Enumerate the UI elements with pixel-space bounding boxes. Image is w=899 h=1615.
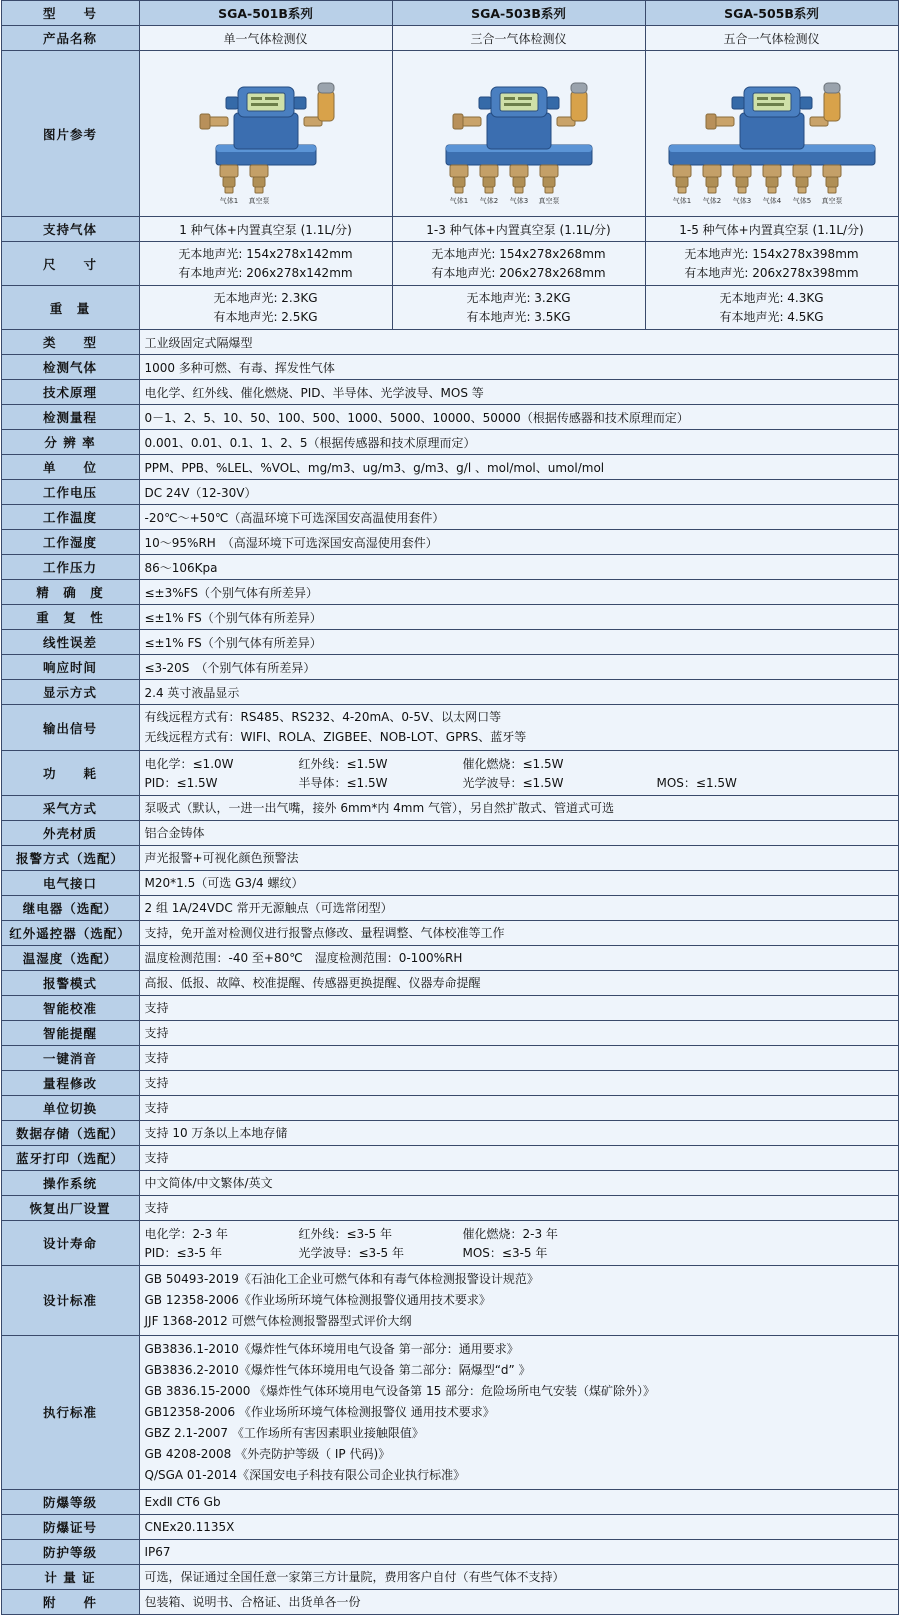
table-row-ex-cert <box>1 1514 898 1539</box>
table-row-size <box>1 242 898 286</box>
design-standard-item: GB 12358-2006《作业场所环境气体检测报警仪通用技术要求》 <box>144 1292 491 1307</box>
table-row-resolution <box>1 430 898 455</box>
row-label-output: 输出信号 <box>1 705 139 750</box>
row-label-power: 功 耗 <box>1 750 139 795</box>
table-row-detect-gas <box>1 355 898 380</box>
model-col-3: SGA-505B系列 <box>645 1 898 26</box>
value-resolution: 0.001、0.01、0.1、1、2、5（根据传感器和技术原理而定） <box>139 430 898 455</box>
row-label-one-key: 一键消音 <box>1 1045 139 1070</box>
exec-standard-item: GB3836.2-2010《爆炸性气体环境用电气设备 第二部分：隔爆型“d” 》 <box>144 1362 531 1377</box>
row-label-size: 尺 寸 <box>1 242 139 286</box>
spec-pair-cell: 红外线：≤3-5 年 <box>298 1226 392 1241</box>
value-smart-cal: 支持 <box>139 995 898 1020</box>
row-label-meter-cert: 计 量 证 <box>1 1564 139 1589</box>
svg-text:真空泵: 真空泵 <box>248 197 269 205</box>
row-label-linear: 线性误差 <box>1 630 139 655</box>
row-label-weight: 重 量 <box>1 286 139 330</box>
value-exec-std <box>139 1335 898 1489</box>
gas-detector-illustration <box>649 57 895 207</box>
support-gas-col-2: 1-3 种气体+内置真空泵 (1.1L/分) <box>392 217 645 242</box>
row-label-ir-remote: 红外遥控器（选配） <box>1 920 139 945</box>
table-row-range <box>1 405 898 430</box>
table-row-smart-remind <box>1 1020 898 1045</box>
table-row-bt-print <box>1 1145 898 1170</box>
table-row-interface <box>1 870 898 895</box>
row-label-support-gas: 支持气体 <box>1 217 139 242</box>
value-category: 工业级固定式隔爆型 <box>139 330 898 355</box>
weight-col-1 <box>139 286 392 330</box>
svg-text:气体2: 气体2 <box>702 197 721 205</box>
gas-detector-illustration <box>426 57 612 207</box>
table-row-relay <box>1 895 898 920</box>
row-label-voltage: 工作电压 <box>1 480 139 505</box>
power-consumption-table <box>145 754 893 792</box>
svg-text:真空泵: 真空泵 <box>538 197 559 205</box>
row-label-ex-cert: 防爆证号 <box>1 1514 139 1539</box>
device-image-col-1 <box>139 51 392 217</box>
value-design-std <box>139 1265 898 1335</box>
size-line-1: 无本地声光: 154x278x398mm <box>684 247 859 261</box>
table-row-range-mod <box>1 1070 898 1095</box>
table-row-temp <box>1 505 898 530</box>
weight-line-2: 有本地声光: 3.5KG <box>466 309 571 324</box>
table-row-product-name <box>1 26 898 51</box>
row-label-image: 图片参考 <box>1 51 139 217</box>
table-row-alarm-mode <box>1 845 898 870</box>
table-row-smart-cal <box>1 995 898 1020</box>
value-os: 中文简体/中文繁体/英文 <box>139 1170 898 1195</box>
row-label-detect-gas: 检测气体 <box>1 355 139 380</box>
table-row-principle <box>1 380 898 405</box>
spec-pair-cell: 催化燃烧：2-3 年 <box>462 1226 558 1241</box>
exec-standard-item: GB 3836.15-2000 《爆炸性气体环境用电气设备第 15 部分：危险场所电气安装（煤矿除外）》 <box>144 1383 656 1398</box>
gas-detector-illustration <box>196 57 336 207</box>
table-row-humidity <box>1 530 898 555</box>
value-interface: M20*1.5（可选 G3/4 螺纹） <box>139 870 898 895</box>
table-row-output <box>1 705 898 750</box>
exec-standard-item: GBZ 2.1-2007 《工作场所有害因素职业接触限值》 <box>144 1425 424 1440</box>
table-row-ip-grade <box>1 1539 898 1564</box>
table-row-ex-grade <box>1 1489 898 1514</box>
row-label-unit-switch: 单位切换 <box>1 1095 139 1120</box>
table-row-alarm-model <box>1 970 898 995</box>
row-label-sampling: 采气方式 <box>1 795 139 820</box>
row-label-accessory: 附 件 <box>1 1589 139 1614</box>
spec-pair-cell-empty <box>657 1243 893 1262</box>
size-col-3 <box>645 242 898 286</box>
value-ir-remote: 支持，免开盖对检测仪进行报警点修改、量程调整、气体校准等工作 <box>139 920 898 945</box>
support-gas-col-1: 1 种气体+内置真空泵 (1.1L/分) <box>139 217 392 242</box>
value-temp-hum: 温度检测范围：-40 至+80℃ 湿度检测范围：0-100%RH <box>139 945 898 970</box>
value-ex-grade: ExdⅡ CT6 Gb <box>139 1489 898 1514</box>
row-label-shell: 外壳材质 <box>1 820 139 845</box>
size-line-2: 有本地声光: 206x278x268mm <box>431 265 606 280</box>
value-principle: 电化学、红外线、催化燃烧、PID、半导体、光学波导、MOS 等 <box>139 380 898 405</box>
table-row-one-key <box>1 1045 898 1070</box>
row-label-pressure: 工作压力 <box>1 555 139 580</box>
table-row-exec-std <box>1 1335 898 1489</box>
spec-pair-cell: 红外线：≤1.5W <box>298 756 388 771</box>
spec-pair-row <box>145 754 893 773</box>
table-row-category <box>1 330 898 355</box>
row-label-smart-remind: 智能提醒 <box>1 1020 139 1045</box>
value-sampling: 泵吸式（默认，一进一出气嘴，接外 6mm*内 4mm 气管），另自然扩散式、管道式可选 <box>139 795 898 820</box>
svg-text:气体2: 气体2 <box>479 197 498 205</box>
output-wireless: 无线远程方式有：WIFI、ROLA、ZIGBEE、NOB-LOT、GPRS、蓝牙等 <box>144 729 527 744</box>
row-label-response: 响应时间 <box>1 655 139 680</box>
spec-pair-row <box>145 773 893 792</box>
table-row-accessory <box>1 1589 898 1614</box>
value-range-mod: 支持 <box>139 1070 898 1095</box>
value-alarm-model: 高报、低报、故障、校准提醒、传感器更换提醒、仪器寿命提醒 <box>139 970 898 995</box>
design-standard-item: GB 50493-2019《石油化工企业可燃气体和有毒气体检测报警设计规范》 <box>144 1271 539 1286</box>
row-label-storage: 数据存储（选配） <box>1 1120 139 1145</box>
table-row-unit <box>1 455 898 480</box>
table-row-image <box>1 51 898 217</box>
spec-pair-cell-empty <box>657 754 893 773</box>
table-row-storage <box>1 1120 898 1145</box>
design-life-table <box>145 1224 893 1262</box>
row-label-relay: 继电器（选配） <box>1 895 139 920</box>
svg-text:气体1: 气体1 <box>219 197 238 205</box>
row-label-resolution: 分 辨 率 <box>1 430 139 455</box>
value-linear: ≤±1% FS（个别气体有所差异） <box>139 630 898 655</box>
row-label-principle: 技术原理 <box>1 380 139 405</box>
value-accuracy: ≤±3%FS（个别气体有所差异） <box>139 580 898 605</box>
design-standard-item: JJF 1368-2012 可燃气体检测报警器型式评价大纲 <box>144 1313 412 1328</box>
row-label-os: 操作系统 <box>1 1170 139 1195</box>
row-label-interface: 电气接口 <box>1 870 139 895</box>
exec-standard-item: GB3836.1-2010《爆炸性气体环境用电气设备 第一部分：通用要求》 <box>144 1341 519 1356</box>
spec-pair-cell: PID：≤1.5W <box>144 775 218 790</box>
value-power <box>139 750 898 795</box>
value-ip-grade: IP67 <box>139 1539 898 1564</box>
table-row-sampling <box>1 795 898 820</box>
spec-pair-cell: 半导体：≤1.5W <box>298 775 388 790</box>
spec-pair-cell: MOS：≤3-5 年 <box>462 1245 548 1260</box>
spec-pair-row <box>145 1243 893 1262</box>
row-label-design-std: 设计标准 <box>1 1265 139 1335</box>
table-row-voltage <box>1 480 898 505</box>
spec-pair-row <box>145 1224 893 1243</box>
table-row-linear <box>1 630 898 655</box>
value-humidity: 10～95%RH （高湿环境下可选深国安高湿使用套件） <box>139 530 898 555</box>
value-voltage: DC 24V（12-30V） <box>139 480 898 505</box>
svg-text:气体1: 气体1 <box>672 197 691 205</box>
row-label-ex-grade: 防爆等级 <box>1 1489 139 1514</box>
row-label-factory-reset: 恢复出厂设置 <box>1 1195 139 1220</box>
value-ex-cert: CNEx20.1135X <box>139 1514 898 1539</box>
value-unit: PPM、PPB、%LEL、%VOL、mg/m3、ug/m3、g/m3、g/l 、mol/mol、umol/mol <box>139 455 898 480</box>
row-label-unit: 单 位 <box>1 455 139 480</box>
table-row-display <box>1 680 898 705</box>
size-line-2: 有本地声光: 206x278x398mm <box>684 265 859 280</box>
weight-col-2 <box>392 286 645 330</box>
weight-line-1: 无本地声光: 4.3KG <box>719 291 824 306</box>
table-row-unit-switch <box>1 1095 898 1120</box>
value-one-key: 支持 <box>139 1045 898 1070</box>
svg-text:真空泵: 真空泵 <box>821 197 842 205</box>
table-row-response <box>1 655 898 680</box>
support-gas-col-3: 1-5 种气体+内置真空泵 (1.1L/分) <box>645 217 898 242</box>
table-row-life <box>1 1220 898 1265</box>
row-label-exec-std: 执行标准 <box>1 1335 139 1489</box>
table-row-power <box>1 750 898 795</box>
weight-line-1: 无本地声光: 2.3KG <box>213 291 318 306</box>
svg-text:气体3: 气体3 <box>732 197 751 205</box>
value-output <box>139 705 898 750</box>
row-label-range: 检测量程 <box>1 405 139 430</box>
table-row-shell <box>1 820 898 845</box>
row-label-alarm-model: 报警模式 <box>1 970 139 995</box>
device-image-col-2 <box>392 51 645 217</box>
table-row-design-std <box>1 1265 898 1335</box>
row-label-range-mod: 量程修改 <box>1 1070 139 1095</box>
size-col-1 <box>139 242 392 286</box>
row-label-bt-print: 蓝牙打印（选配） <box>1 1145 139 1170</box>
value-smart-remind: 支持 <box>139 1020 898 1045</box>
table-row-support-gas <box>1 217 898 242</box>
table-row-temp-hum <box>1 945 898 970</box>
value-storage: 支持 10 万条以上本地存储 <box>139 1120 898 1145</box>
spec-pair-cell-empty <box>657 1224 893 1243</box>
row-label-life: 设计寿命 <box>1 1220 139 1265</box>
spec-pair-cell: PID：≤3-5 年 <box>144 1245 222 1260</box>
product-name-col-1: 单一气体检测仪 <box>139 26 392 51</box>
row-label-product-name: 产品名称 <box>1 26 139 51</box>
row-label-display: 显示方式 <box>1 680 139 705</box>
value-detect-gas: 1000 多种可燃、有毒、挥发性气体 <box>139 355 898 380</box>
exec-standard-item: GB 4208-2008 《外壳防护等级（ IP 代码)》 <box>144 1446 391 1461</box>
svg-text:气体1: 气体1 <box>449 197 468 205</box>
svg-text:气体3: 气体3 <box>509 197 528 205</box>
value-response: ≤3-20S （个别气体有所差异） <box>139 655 898 680</box>
row-label-temp: 工作温度 <box>1 505 139 530</box>
value-relay: 2 组 1A/24VDC 常开无源触点（可选常闭型） <box>139 895 898 920</box>
row-label-model: 型 号 <box>1 1 139 26</box>
row-label-category: 类 型 <box>1 330 139 355</box>
spec-pair-cell: 催化燃烧：≤1.5W <box>462 756 564 771</box>
model-col-1: SGA-501B系列 <box>139 1 392 26</box>
row-label-alarm-mode: 报警方式（选配） <box>1 845 139 870</box>
spec-pair-cell: 光学波导：≤3-5 年 <box>298 1245 404 1260</box>
size-line-1: 无本地声光: 154x278x142mm <box>178 247 353 261</box>
product-name-col-3: 五合一气体检测仪 <box>645 26 898 51</box>
spec-pair-cell: 电化学：≤1.0W <box>144 756 234 771</box>
model-col-2: SGA-503B系列 <box>392 1 645 26</box>
product-name-col-2: 三合一气体检测仪 <box>392 26 645 51</box>
exec-standard-item: GB12358-2006 《作业场所环境气体检测报警仪 通用技术要求》 <box>144 1404 495 1419</box>
table-row-weight <box>1 286 898 330</box>
size-line-1: 无本地声光: 154x278x268mm <box>431 247 606 261</box>
value-temp: -20℃～+50℃（高温环境下可选深国安高温使用套件） <box>139 505 898 530</box>
value-unit-switch: 支持 <box>139 1095 898 1120</box>
spec-pair-cell: 电化学：2-3 年 <box>144 1226 228 1241</box>
weight-line-2: 有本地声光: 4.5KG <box>719 309 824 324</box>
row-label-humidity: 工作湿度 <box>1 530 139 555</box>
table-row-pressure <box>1 555 898 580</box>
weight-line-2: 有本地声光: 2.5KG <box>213 309 318 324</box>
spec-table <box>1 0 899 1615</box>
table-row-accuracy <box>1 580 898 605</box>
value-factory-reset: 支持 <box>139 1195 898 1220</box>
table-row-factory-reset <box>1 1195 898 1220</box>
table-row-meter-cert <box>1 1564 898 1589</box>
svg-text:气体4: 气体4 <box>762 197 781 205</box>
value-shell: 铝合金铸体 <box>139 820 898 845</box>
row-label-accuracy: 精 确 度 <box>1 580 139 605</box>
table-row-ir-remote <box>1 920 898 945</box>
row-label-repeat: 重 复 性 <box>1 605 139 630</box>
value-accessory: 包装箱、说明书、合格证、出货单各一份 <box>139 1589 898 1614</box>
value-life <box>139 1220 898 1265</box>
row-label-temp-hum: 温湿度（选配） <box>1 945 139 970</box>
weight-col-3 <box>645 286 898 330</box>
spec-pair-cell: MOS：≤1.5W <box>656 775 737 790</box>
value-meter-cert: 可选，保证通过全国任意一家第三方计量院，费用客户自付（有些气体不支持） <box>139 1564 898 1589</box>
table-row-os <box>1 1170 898 1195</box>
value-bt-print: 支持 <box>139 1145 898 1170</box>
spec-pair-cell: 光学波导：≤1.5W <box>462 775 564 790</box>
table-row-repeat <box>1 605 898 630</box>
weight-line-1: 无本地声光: 3.2KG <box>466 291 571 306</box>
size-line-2: 有本地声光: 206x278x142mm <box>178 265 353 280</box>
value-range: 0－1、2、5、10、50、100、500、1000、5000、10000、50000（根据传感器和技术原理而定） <box>139 405 898 430</box>
value-alarm-mode: 声光报警+可视化颜色预警法 <box>139 845 898 870</box>
row-label-smart-cal: 智能校准 <box>1 995 139 1020</box>
output-wired: 有线远程方式有：RS485、RS232、4-20mA、0-5V、以太网口等 <box>144 710 502 725</box>
device-image-col-3 <box>645 51 898 217</box>
value-display: 2.4 英寸液晶显示 <box>139 680 898 705</box>
size-col-2 <box>392 242 645 286</box>
value-pressure: 86～106Kpa <box>139 555 898 580</box>
value-repeat: ≤±1% FS（个别气体有所差异） <box>139 605 898 630</box>
svg-text:气体5: 气体5 <box>792 197 811 205</box>
row-label-ip-grade: 防护等级 <box>1 1539 139 1564</box>
table-row-model <box>1 1 898 26</box>
exec-standard-item: Q/SGA 01-2014《深国安电子科技有限公司企业执行标准》 <box>144 1467 466 1482</box>
